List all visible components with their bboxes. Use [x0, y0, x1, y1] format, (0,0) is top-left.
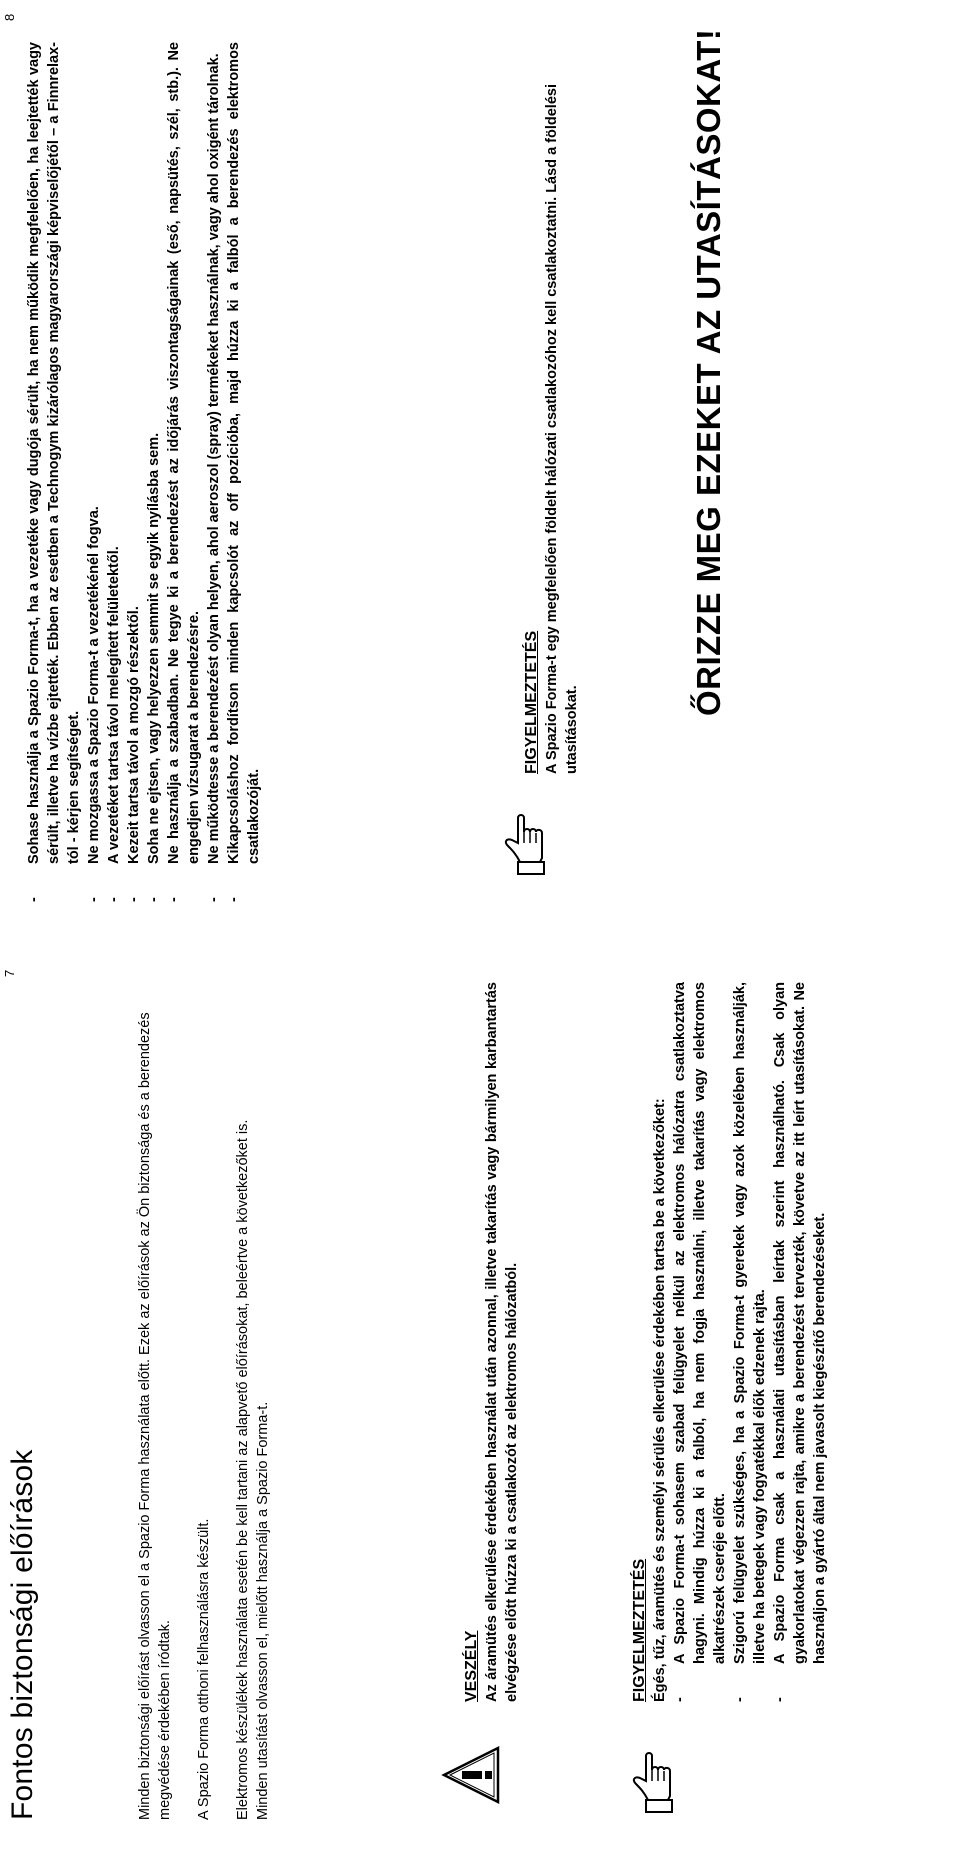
pointing-hand-icon: [628, 1748, 688, 1814]
warning-block: [630, 982, 830, 1702]
danger-text: Az áramütés elkerülése érdekében használat után azonnal, illetve takarítás vagy bármilyen karbantartás elvégzése előtt húzza ki a csatlakozót az elektromos hálózatból.: [484, 982, 520, 1702]
list-item: - Szigorú felügyelet szükséges, ha a Spazio Forma-t gyerekek vagy azok közelében használják, illetve ha betegek vagy fogyatékkal élők edzenek rajta.: [730, 982, 770, 1702]
grounding-warning-block: [522, 44, 582, 774]
warning-heading: FIGYELMEZTETÉS: [631, 1558, 648, 1702]
list-item: - Ne működtesse a berendezést olyan helyen, ahol aeroszol (spray) termékeket használnak, vagy ahol oxigént tárolnak.: [204, 42, 224, 902]
intro-paragraph: Elektromos készülékek használata esetén be kell tartani az alapvető előírásokat, beleértve a következőket is. Minden utasítást olvasson el, mielőtt használja a Spazio Forma-t.: [235, 1119, 271, 1820]
warning-heading: FIGYELMEZTETÉS: [523, 630, 540, 774]
page-7: [0, 926, 960, 1852]
intro-paragraph: A Spazio Forma otthoni felhasználásra készült.: [196, 1518, 212, 1820]
list-item: - Sohase használja a Spazio Forma-t, ha a vezetéke vagy dugója sérült, ha nem működik megfelelően, ha leejtették vagy sérült, illetve ha vízbe ejtették. Ebben az esetben a Technogym kizárólagos magyarországi képviselőjétől – a Finnrelax-tól - kérjen segítséget.: [24, 42, 84, 902]
warning-intro: Égés, tűz, áramütés és személyi sérülés elkerülése érdekében tartsa be a következőket:: [652, 1098, 668, 1702]
warning-list: [670, 982, 830, 1702]
list-item: - Soha ne ejtsen, vagy helyezzen semmit se egyik nyílásba sem.: [144, 42, 164, 902]
list-item: - Kikapcsoláshoz fordítson minden kapcsolót az off pozícióba, majd húzza ki a falból a berendezés elektromos csatlakozóját.: [224, 42, 264, 902]
danger-block: [462, 982, 522, 1702]
list-item: - A vezetéket tartsa távol melegített felületektől.: [104, 42, 124, 902]
list-item: - A Spazio Forma csak a használati utasításban leírtak szerint használható. Csak olyan gyakorlatokat végezzen rajta, amikre a berendezést tervezték, követve az itt leírt utasításokat. Ne használjon a gyártó által nem javasolt kiegészítő berendezéseket.: [770, 982, 830, 1702]
rules-list: [24, 42, 264, 902]
list-item: - Ne mozgassa a Spazio Forma-t a vezetékénél fogva.: [84, 42, 104, 902]
warning-text: A Spazio Forma-t egy megfelelően földelt hálózati csatlakozóhoz kell csatlakoztatni. Lásd a földelési utasításokat.: [544, 84, 580, 774]
page-number: 7: [2, 969, 17, 977]
closing-notice: ŐRIZZE MEG EZEKET AZ UTASÍTÁSOKAT!: [690, 28, 727, 716]
danger-heading: VESZÉLY: [463, 1630, 480, 1702]
pointing-hand-icon: [500, 810, 560, 876]
page-title: Fontos biztonsági előírások: [6, 1449, 39, 1820]
safety-rules: [24, 42, 264, 902]
list-item: - Ne használja a szabadban. Ne tegye ki a berendezést az időjárás viszontagságainak (eső, napsütés, szél, stb.). Ne engedjen vízsugarat a berendezésre.: [164, 42, 204, 902]
list-item: - A Spazio Forma-t sohasem szabad felügyelet nélkül az elektromos hálózatra csatlakoztatva hagyni. Mindig húzza ki a falból, ha nem fogja használni, illetve takarítás vagy elektromos alkatrészek cseréje előtt.: [670, 982, 730, 1702]
warning-triangle-icon: [440, 1744, 504, 1806]
page-number: 8: [2, 13, 17, 21]
list-item: - Kezeit tartsa távol a mozgó részektől.: [124, 42, 144, 902]
intro-paragraph: Minden biztonsági előírást olvasson el a Spazio Forma használata előtt. Ezek az előírások az Ön biztonsága és a berendezés megvédése érdekében íródtak.: [137, 1012, 173, 1820]
intro-text: [135, 980, 292, 1820]
